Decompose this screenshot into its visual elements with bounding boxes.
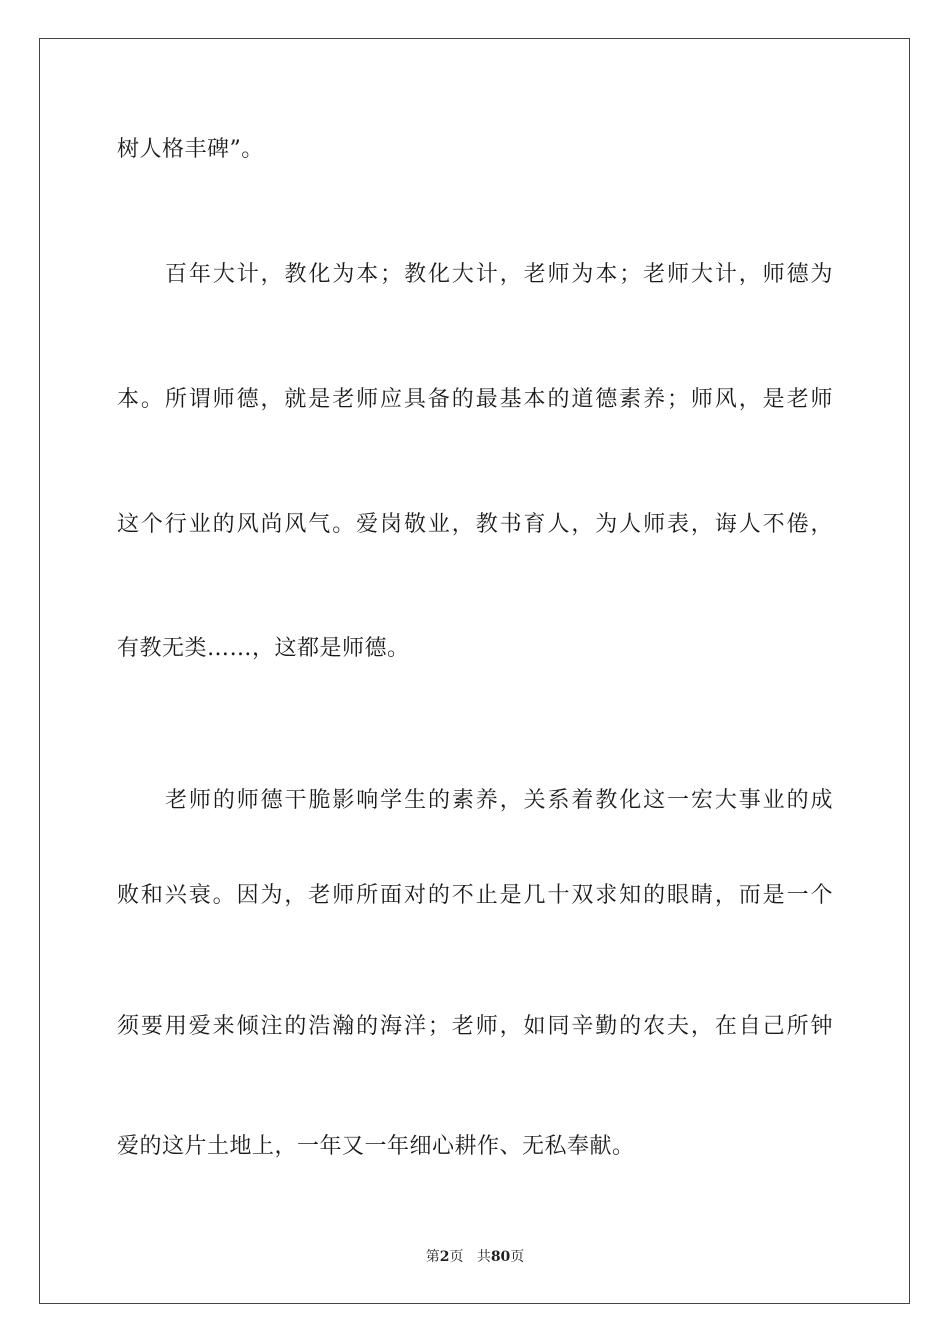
page-prefix: 第 — [425, 1249, 440, 1265]
paragraph-line: 本。所谓师德，就是老师应具备的最基本的道德素养；师风，是老师 — [117, 387, 833, 412]
page-border — [39, 38, 910, 1304]
total-prefix: 共 — [476, 1249, 491, 1265]
page-suffix: 页 — [449, 1249, 464, 1265]
paragraph-line: 这个行业的风尚风气。爱岗敬业，教书育人，为人师表，诲人不倦， — [117, 512, 833, 537]
total-pages: 80 — [490, 1249, 511, 1265]
page-footer — [0, 1248, 950, 1266]
paragraph-line: 有教无类……，这都是师德。 — [117, 636, 410, 661]
page-number: 2 — [439, 1249, 450, 1265]
paragraph-line: 爱的这片土地上，一年又一年细心耕作、无私奉献。 — [117, 1134, 635, 1159]
paragraph-line: 败和兴衰。因为，老师所面对的不止是几十双求知的眼睛，而是一个 — [117, 883, 833, 908]
paragraph-line: 百年大计，教化为本；教化大计，老师为本；老师大计，师德为 — [165, 262, 833, 287]
total-suffix: 页 — [510, 1249, 525, 1265]
paragraph-line: 须要用爱来倾注的浩瀚的海洋；老师，如同辛勤的农夫，在自己所钟 — [117, 1014, 833, 1039]
paragraph-line: 老师的师德干脆影响学生的素养，关系着教化这一宏大事业的成 — [165, 788, 833, 813]
paragraph-line: 树人格丰碑”。 — [117, 137, 264, 162]
